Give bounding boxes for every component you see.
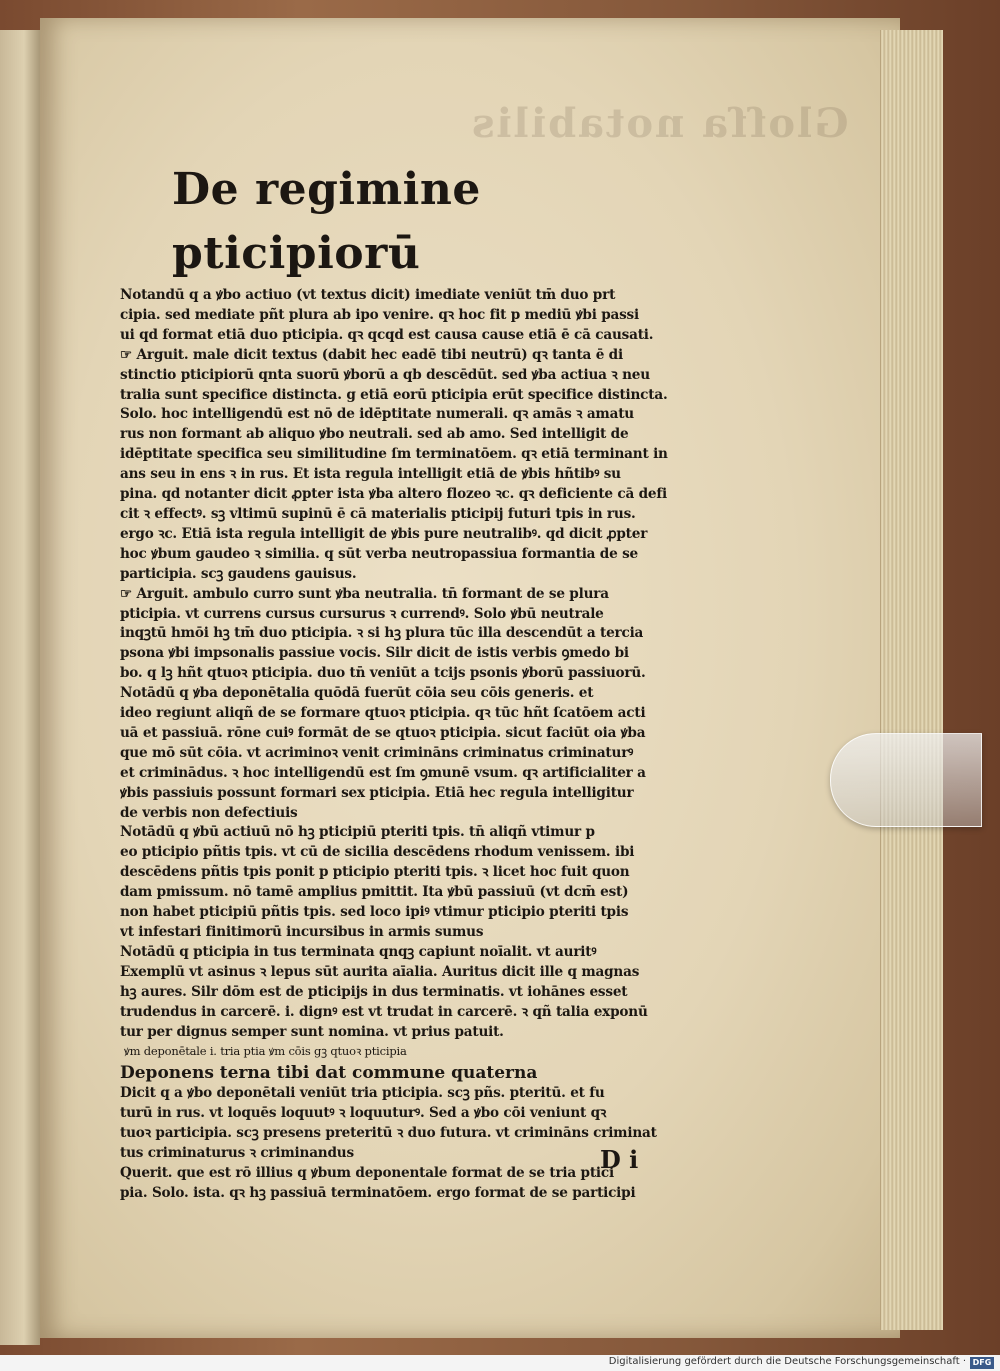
footer-bar bbox=[0, 1355, 1000, 1371]
text-line: ꝟbis passiuis possunt formari sex pticipia. Etiā hec regula intelligitur bbox=[120, 784, 634, 801]
left-page-edge bbox=[0, 30, 40, 1345]
text-line: eo pticipio pñtis tpis. vt cū de sicilia descēdens rhodum venissem. ibi bbox=[120, 844, 635, 861]
verse-line: Deponens terna tibi dat commune quaterna bbox=[120, 1063, 538, 1084]
text-line: cipia. sed mediate pñt plura ab ipo venire. qꝛ hoc fit p mediū ꝟbi passi bbox=[120, 306, 639, 323]
text-line: turū in rus. vt loquēs loquutꝰ ꝛ loquuturꝰ. Sed a ꝟbo cōi veniunt qꝛ bbox=[120, 1105, 607, 1122]
text-line: et criminādus. ꝛ hoc intelligendū est ſm ꝯmunē vsum. qꝛ artificialiter a bbox=[120, 764, 646, 781]
text-line: pticipia. vt currens cursus cursurus ꝛ currendꝰ. Solo ꝟbū neutrale bbox=[120, 605, 604, 622]
text-line: ergo ꝛc. Etiā ista regula intelligit de ꝟbis pure neutralibꝰ. qd dicit ꝓpter bbox=[120, 525, 648, 542]
text-line: de verbis non defectiuis bbox=[120, 804, 298, 821]
text-line: pia. Solo. ista. qꝛ hꝫ passiuā terminatōem. ergo format de se participi bbox=[120, 1184, 636, 1201]
text-line: Notādū q pticipia in tus terminata qnqꝫ capiunt noīalit. vt auritꝰ bbox=[120, 943, 597, 960]
text-line: dam pmissum. nō tamē amplius pmittit. Ita ꝟbū passiuū (vt dcm̄ est) bbox=[120, 884, 629, 901]
text-line: rus non formant ab aliquo ꝟbo neutrali. sed ab amo. Sed intelligit de bbox=[120, 426, 629, 443]
text-line: inqꝫtū hmōi hꝫ tm̄ duo pticipia. ꝛ si hꝫ plura tūc illa descendūt a tercia bbox=[120, 625, 644, 642]
text-line: hoc ꝟbum gaudeo ꝛ similia. q sūt verba neutropassiua formantia de se bbox=[120, 545, 638, 562]
text-line: Exemplū vt asinus ꝛ lepus sūt aurita aīalia. Auritus dicit ille q magnas bbox=[120, 963, 640, 980]
text-line: tur per dignus semper sunt nomina. vt prius patuit. bbox=[120, 1023, 504, 1040]
text-line: bo. q lꝫ hñt qtuoꝛ pticipia. duo tn̄ veniūt a tcijs psonis ꝟborū passiuorū. bbox=[120, 665, 646, 682]
page-clip bbox=[830, 733, 982, 827]
text-line: pina. qd notanter dicit ꝓpter ista ꝟba altero flozeo ꝛc. qꝛ deficiente cā defi bbox=[120, 486, 667, 503]
text-line: Notādū q ꝟba deponētalia quōdā fuerūt cōia seu cōis generis. et bbox=[120, 685, 594, 702]
text-line: ☞ Arguit. male dicit textus (dabit hec eadē tibi neutrū) qꝛ tanta ē di bbox=[120, 346, 623, 363]
text-line: participia. scꝫ gaudens gauisus. bbox=[120, 565, 357, 582]
text-line: Querit. que est rō illius q ꝟbum deponentale format de se tria ptici bbox=[120, 1164, 614, 1181]
text-line: idēptitate specifica seu similitudine ſm terminatōem. qꝛ etiā terminant in bbox=[120, 446, 668, 463]
text-line: non habet pticipiū pñtis tpis. sed loco ipiꝰ vtimur pticipio pteriti tpis bbox=[120, 904, 629, 921]
page-heading: De regimine pticipiorū bbox=[172, 164, 481, 279]
body-text bbox=[120, 286, 680, 1042]
interlinear-gloss: ꝟm deponētale i. tria ptia ꝟm cōis gꝫ qtuoꝛ pticipia bbox=[124, 1044, 407, 1059]
text-line: ans seu in ens ꝛ in rus. Et ista regula intelligit etiā de ꝟbis hñtibꝰ su bbox=[120, 466, 621, 483]
text-line: ideo regiunt aliqñ de se formare qtuoꝛ pticipia. qꝛ tūc hñt ſcatōem acti bbox=[120, 705, 646, 722]
text-line: descēdens pñtis tpis ponit p pticipio pteriti tpis. ꝛ licet hoc fuit quon bbox=[120, 864, 630, 881]
text-line: que mō sūt cōia. vt acriminoꝛ venit crimināns criminatus criminaturꝰ bbox=[120, 744, 634, 761]
dfg-logo: DFG bbox=[970, 1357, 994, 1369]
page-fore-edge bbox=[880, 30, 943, 1330]
show-through-text: Gloſſa notabilis bbox=[470, 100, 849, 147]
text-line: ☞ Arguit. ambulo curro sunt ꝟba neutralia. tn̄ formant de se plura bbox=[120, 585, 609, 602]
text-line: cit ꝛ effectꝰ. sꝫ vltimū supinū ē cā materialis pticipij futuri tpis in rus. bbox=[120, 505, 636, 522]
signature-mark: D i bbox=[600, 1145, 639, 1174]
text-line: uā et passiuā. rōne cuiꝰ formāt de se qtuoꝛ pticipia. sicut faciūt oia ꝟba bbox=[120, 724, 646, 741]
text-line: Solo. hoc intelligendū est nō de idēptitate numerali. qꝛ amās ꝛ amatu bbox=[120, 406, 634, 423]
body-text-continued bbox=[120, 1084, 680, 1203]
page-text-block bbox=[120, 158, 680, 1204]
text-line: psona ꝟbi impsonalis passiue vocis. Silr dicit de istis verbis ꝯmedo bi bbox=[120, 645, 629, 662]
text-line: vt infestari finitimorū incursibus in armis sumus bbox=[120, 924, 484, 940]
text-line: hꝫ aures. Silr dōm est de pticipijs in dus terminatis. vt iohānes esset bbox=[120, 983, 628, 1000]
text-line: trudendus in carcerē. i. dignꝰ est vt trudat in carcerē. ꝛ qñ talia exponū bbox=[120, 1003, 648, 1020]
text-line: tus criminaturus ꝛ criminandus bbox=[120, 1145, 354, 1162]
text-line: stinctio pticipiorū qnta suorū ꝟborū a qb descēdūt. sed ꝟba actiua ꝛ neu bbox=[120, 366, 650, 383]
text-line: tuoꝛ participia. scꝫ presens preteritū ꝛ duo futura. vt crimināns criminat bbox=[120, 1125, 657, 1142]
text-line: Dicit q a ꝟbo deponētali veniūt tria pticipia. scꝫ pñs. pteritū. et fu bbox=[120, 1085, 605, 1102]
text-line: ui qd format etiā duo pticipia. qꝛ qcqd est causa cause etiā ē cā causati. bbox=[120, 326, 654, 343]
text-line: Notandū q a ꝟbo actiuo (vt textus dicit) imediate veniūt tm̄ duo prt bbox=[120, 287, 616, 303]
text-line: tralia sunt specifice distincta. g etiā eorū pticipia erūt specifice distincta. bbox=[120, 386, 668, 403]
footer-credit: Digitalisierung gefördert durch die Deutsche Forschungsgemeinschaft · bbox=[608, 1356, 966, 1367]
text-line: Notādū q ꝟbū actiuū nō hꝫ pticipiū pteriti tpis. tn̄ aliqñ vtimur p bbox=[120, 824, 595, 841]
